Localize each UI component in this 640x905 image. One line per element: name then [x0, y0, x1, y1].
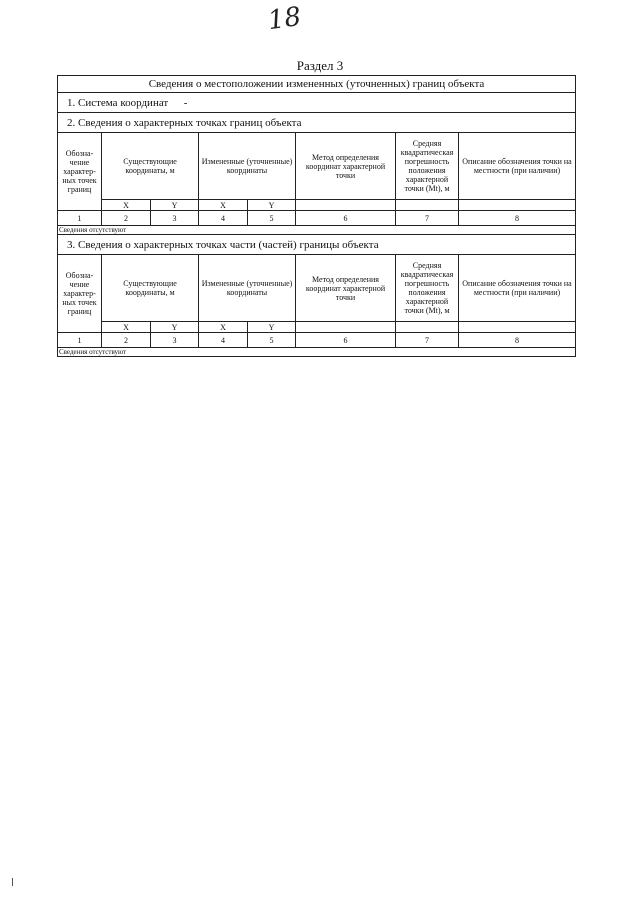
- block2-axis-x1: X: [102, 322, 151, 333]
- block2-header-description: Описание обозначения точки на местности (при наличии): [459, 255, 576, 322]
- block1-header-error: Средняя квадратическая погрешность положения характерной точки (Mt), м: [396, 133, 459, 200]
- block2-col-num-7: 7: [396, 333, 459, 348]
- block2-title: 3. Сведения о характерных точках части (частей) границы объекта: [58, 235, 576, 255]
- block2-col-num-1: 1: [58, 333, 102, 348]
- block1-col-num-7: 7: [396, 211, 459, 226]
- block1-header-description: Описание обозначения точки на местности (при наличии): [459, 133, 576, 200]
- block1-header-designation: Обозна-чение характер-ных точек границ: [58, 133, 102, 211]
- block1-axis-x1: X: [102, 200, 151, 211]
- block1-note: Сведения отсутствуют: [58, 226, 576, 235]
- margin-mark: [12, 878, 13, 886]
- table-caption: Сведения о местоположении измененных (уточненных) границ объекта: [58, 76, 576, 93]
- block2-axis-y1: Y: [151, 322, 199, 333]
- boundaries-table: [57, 75, 576, 357]
- block1-col-num-6: 6: [296, 211, 396, 226]
- block2-axis-y2: Y: [248, 322, 296, 333]
- block1-col-num-2: 2: [102, 211, 151, 226]
- block2-header-designation: Обозна-чение характер-ных точек границ: [58, 255, 102, 333]
- block2-col-num-6: 6: [296, 333, 396, 348]
- block2-col-num-5: 5: [248, 333, 296, 348]
- page-number: 18: [266, 1, 304, 37]
- coordinate-system-label: 1. Система координат: [67, 96, 169, 109]
- block1-col-num-8: 8: [459, 211, 576, 226]
- block1-header-changed: Измененные (уточненные) координаты: [199, 133, 296, 200]
- block1-axis-y2: Y: [248, 200, 296, 211]
- block1-axis-x2: X: [199, 200, 248, 211]
- coordinate-system-row: [58, 93, 576, 113]
- section-title: Раздел 3: [296, 58, 344, 73]
- block2-axis-x2: X: [199, 322, 248, 333]
- block1-col-num-4: 4: [199, 211, 248, 226]
- block2-header-existing: Существующие координаты, м: [102, 255, 199, 322]
- block1-col-num-3: 3: [151, 211, 199, 226]
- block2-note: Сведения отсутствуют: [58, 348, 576, 357]
- block1-col-num-1: 1: [58, 211, 102, 226]
- block2-col-num-3: 3: [151, 333, 199, 348]
- block2-header-error: Средняя квадратическая погрешность положения характерной точки (Mt), м: [396, 255, 459, 322]
- block1-axis-y1: Y: [151, 200, 199, 211]
- block1-col-num-5: 5: [248, 211, 296, 226]
- block1-title: 2. Сведения о характерных точках границ объекта: [58, 113, 576, 133]
- block2-col-num-2: 2: [102, 333, 151, 348]
- block2-col-num-4: 4: [199, 333, 248, 348]
- block2-col-num-8: 8: [459, 333, 576, 348]
- block2-header-method: Метод определения координат характерной точки: [296, 255, 396, 322]
- block2-header-changed: Измененные (уточненные) координаты: [199, 255, 296, 322]
- block1-header-method: Метод определения координат характерной точки: [296, 133, 396, 200]
- coordinate-system-value: -: [183, 96, 188, 109]
- block1-header-existing: Существующие координаты, м: [102, 133, 199, 200]
